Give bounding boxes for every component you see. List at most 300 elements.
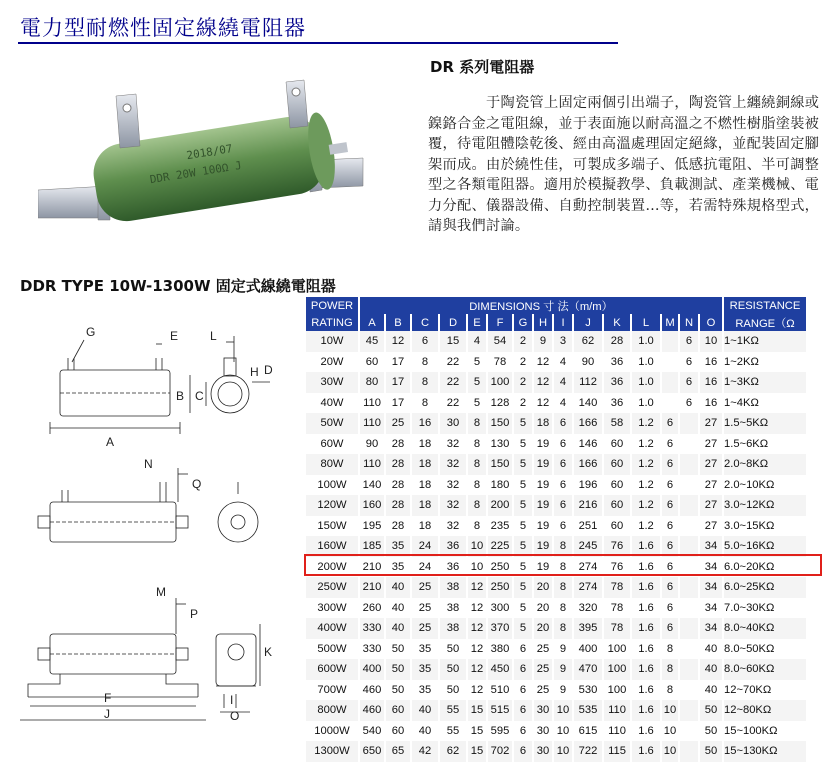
dimension-cell: 15	[468, 700, 486, 721]
resistance-cell: 1~2KΩ	[724, 355, 759, 368]
dimension-cell: 35	[418, 642, 432, 655]
label-o: O	[230, 709, 240, 723]
dimension-cell	[680, 454, 698, 475]
dimension-cell: 32	[446, 478, 460, 491]
dimension-cell: 260	[362, 601, 382, 614]
dimension-cell: 38	[440, 618, 466, 639]
dimension-cell: 12	[468, 659, 486, 680]
dim-col-header-f: F	[488, 314, 512, 331]
dimension-cell: 9	[534, 331, 552, 352]
dimension-cell: 4	[559, 355, 567, 368]
resistance-header-line1: RESISTANCE	[729, 299, 801, 312]
dimension-cell: 1.6	[632, 700, 660, 721]
dimension-cell: 5	[519, 601, 527, 614]
dimension-cell: 62	[574, 331, 602, 352]
dimension-cell: 8	[468, 413, 486, 434]
dimension-cell: 15	[468, 741, 486, 762]
dimension-cell: 34	[704, 560, 718, 573]
resistance-cell: 8.0~40KΩ	[724, 618, 806, 639]
dimension-cell: 34	[704, 601, 718, 614]
dimension-cell: 100	[488, 372, 512, 393]
dimension-cell: 166	[574, 454, 602, 475]
label-i: I	[230, 693, 234, 707]
table-row	[306, 393, 806, 414]
dim-col-header-g: G	[514, 314, 532, 331]
dimension-cell: 25	[536, 683, 550, 696]
dimension-cell: 395	[574, 618, 602, 639]
dimension-cell: 5	[468, 372, 486, 393]
dimension-cell: 6	[519, 724, 527, 737]
dimension-cell: 274	[574, 577, 602, 598]
dim-col-header-a: A	[360, 314, 384, 331]
dimension-cell: 6	[559, 519, 567, 532]
dimension-cell: 250	[490, 560, 510, 573]
dimension-cell: 1.0	[638, 396, 654, 409]
dimension-cell: 510	[490, 683, 510, 696]
dimension-cell: 1.6	[638, 724, 654, 737]
dimension-cell: 5	[514, 413, 532, 434]
power-cell: 400W	[306, 618, 358, 639]
dimension-cell: 5	[473, 396, 481, 409]
dimension-cell: 100	[607, 683, 627, 696]
dimension-cell: 274	[578, 560, 598, 573]
dimension-cell: 15	[470, 724, 484, 737]
dimension-cell: 130	[490, 437, 510, 450]
table-row	[306, 721, 806, 742]
dimension-cell: 22	[446, 396, 460, 409]
dimension-cell: 8	[554, 536, 572, 557]
dimension-cell: 55	[440, 700, 466, 721]
dimension-cell: 6	[685, 396, 693, 409]
dimension-cell: 3	[554, 331, 572, 352]
dimension-cell: 5	[473, 355, 481, 368]
dimension-cell: 140	[362, 478, 382, 491]
dimension-cell: 32	[440, 495, 466, 516]
resistance-cell: 1.5~5KΩ	[724, 413, 806, 434]
dimension-cell: 76	[604, 536, 630, 557]
dimension-cell: 8	[421, 355, 429, 368]
dimension-cell: 1.2	[632, 454, 660, 475]
dimension-cell: 16	[704, 355, 718, 368]
dimension-cell: 60	[391, 724, 405, 737]
dimension-cell	[680, 495, 698, 516]
dimension-cell: 6	[666, 437, 674, 450]
dimension-cell: 35	[386, 536, 410, 557]
dimension-cell	[680, 700, 698, 721]
table-row	[306, 577, 806, 598]
dimension-cell: 6	[662, 413, 678, 434]
dimension-cell: 19	[534, 536, 552, 557]
dimension-cell: 18	[412, 454, 438, 475]
dimension-cell: 12	[534, 372, 552, 393]
dimension-cell: 195	[362, 519, 382, 532]
dimension-cell: 6	[514, 741, 532, 762]
dimension-cell: 27	[700, 454, 722, 475]
dimension-cell: 1.6	[638, 601, 654, 614]
dimension-cell: 19	[536, 519, 550, 532]
dim-col-header-m: M	[662, 314, 678, 331]
dimension-cell: 58	[604, 413, 630, 434]
dimension-cell: 12	[536, 396, 550, 409]
label-a: A	[106, 435, 115, 449]
dimension-cell: 18	[412, 495, 438, 516]
dimension-cell: 400	[578, 642, 598, 655]
dimension-cell: 45	[360, 331, 384, 352]
dim-col-header-d: D	[440, 314, 466, 331]
power-cell: 20W	[320, 355, 344, 368]
dimension-cell: 10	[468, 536, 486, 557]
dimension-cell: 12	[386, 331, 410, 352]
dimension-cell	[680, 680, 698, 701]
dimension-cell: 12	[468, 618, 486, 639]
dimension-cell: 27	[700, 413, 722, 434]
resistance-cell: 1~1KΩ	[724, 331, 806, 352]
dimension-cell: 1.2	[632, 495, 660, 516]
dimension-cell: 18	[418, 478, 432, 491]
dimension-cell	[680, 639, 698, 660]
dimension-cell: 28	[391, 478, 405, 491]
dimension-cell: 150	[488, 454, 512, 475]
dimension-cell: 10	[700, 331, 722, 352]
dimension-cell: 42	[412, 741, 438, 762]
dimension-cell: 6	[554, 495, 572, 516]
dimension-cell	[680, 577, 698, 598]
power-cell: 1300W	[306, 741, 358, 762]
dimension-cell: 20	[534, 577, 552, 598]
title-underline	[18, 42, 618, 44]
dimension-cell: 100	[604, 659, 630, 680]
label-j: J	[104, 707, 110, 721]
dimension-cell: 32	[446, 519, 460, 532]
dimension-cell: 380	[490, 642, 510, 655]
dimension-cell: 8	[554, 577, 572, 598]
dimension-cell: 50	[700, 700, 722, 721]
dimension-cell: 160	[360, 495, 384, 516]
dimension-cell: 12	[470, 642, 484, 655]
dimension-cell: 35	[418, 683, 432, 696]
dimension-cell: 100	[607, 642, 627, 655]
dimension-cell: 8	[666, 642, 674, 655]
page-title: 電力型耐燃性固定線繞電阻器	[20, 16, 306, 40]
dimension-cell: 28	[391, 437, 405, 450]
dimension-cell: 40	[700, 659, 722, 680]
dimension-cell: 40	[386, 618, 410, 639]
dimension-cell: 6	[662, 577, 678, 598]
dimension-cell	[680, 516, 698, 537]
dimension-cell: 6	[666, 478, 674, 491]
dimension-cell: 27	[704, 519, 718, 532]
dimension-cell: 8	[473, 437, 481, 450]
table-row	[306, 680, 806, 701]
dimension-cell: 8	[662, 659, 678, 680]
dimension-cell: 6	[559, 478, 567, 491]
spec-table	[304, 297, 808, 762]
dimension-cell: 24	[418, 560, 432, 573]
dimension-cell: 251	[578, 519, 598, 532]
resistance-cell: 12~80KΩ	[724, 700, 806, 721]
label-p: P	[190, 607, 199, 621]
dimension-cell: 34	[700, 618, 722, 639]
dimension-cell: 9	[559, 642, 567, 655]
dimension-cell: 150	[488, 413, 512, 434]
dimension-cell: 50	[391, 683, 405, 696]
dimension-cell: 1.2	[632, 413, 660, 434]
dimension-cell: 1.6	[632, 659, 660, 680]
dimension-cell: 36	[604, 372, 630, 393]
resistance-cell: 1~4KΩ	[724, 396, 759, 409]
dimension-cell: 110	[360, 454, 384, 475]
dimension-cell: 30	[536, 724, 550, 737]
dimension-cell: 8	[559, 601, 567, 614]
dimension-cell: 40	[704, 683, 718, 696]
label-n: N	[144, 457, 153, 471]
table-row	[306, 659, 806, 680]
dimensions-header: DIMENSIONS 寸 法（m/m）	[360, 297, 722, 314]
dimension-cell	[662, 393, 678, 414]
dimension-cell: 36	[610, 396, 624, 409]
dimension-cell: 128	[490, 396, 510, 409]
dimension-cell: 25	[418, 601, 432, 614]
dimension-cell: 6	[666, 601, 674, 614]
dimension-cell: 245	[574, 536, 602, 557]
dimension-drawings	[20, 322, 300, 762]
dimension-cell: 1.6	[638, 642, 654, 655]
power-cell: 700W	[317, 683, 347, 696]
dimension-cell: 330	[360, 618, 384, 639]
label-k: K	[264, 645, 273, 659]
dimension-cell: 112	[574, 372, 602, 393]
dimension-cell: 78	[610, 601, 624, 614]
dimension-cell: 530	[578, 683, 598, 696]
dimension-cell: 400	[360, 659, 384, 680]
dim-col-header-e: E	[468, 314, 486, 331]
dimension-cell: 24	[412, 536, 438, 557]
dimension-cell: 17	[386, 372, 410, 393]
dim-col-header-l: L	[632, 314, 660, 331]
dimension-cell: 1.2	[638, 478, 654, 491]
power-cell: 80W	[306, 454, 358, 475]
dimension-cell: 8	[473, 519, 481, 532]
dimension-cell	[680, 741, 698, 762]
label-m: M	[156, 585, 166, 599]
dimension-cell: 50	[704, 724, 718, 737]
power-cell: 40W	[320, 396, 344, 409]
dimension-cell: 40	[386, 577, 410, 598]
dimension-cell: 60	[604, 454, 630, 475]
dimension-cell: 515	[488, 700, 512, 721]
dimension-cell	[662, 372, 678, 393]
dimension-cell: 1.0	[632, 331, 660, 352]
dimension-cell: 5	[514, 577, 532, 598]
dimension-cell: 50	[386, 659, 410, 680]
dimension-cell: 6	[519, 683, 527, 696]
resistance-cell: 1~3KΩ	[724, 372, 806, 393]
dimension-cell: 5	[519, 519, 527, 532]
label-c: C	[195, 389, 204, 403]
dimension-cell: 15	[440, 331, 466, 352]
dimension-cell: 60	[610, 519, 624, 532]
dimension-cell: 8	[473, 478, 481, 491]
dimension-cell: 110	[604, 700, 630, 721]
dimension-cell: 300	[490, 601, 510, 614]
table-row	[306, 352, 806, 373]
dimension-cell: 196	[578, 478, 598, 491]
label-h: H	[250, 365, 259, 379]
power-cell: 300W	[317, 601, 347, 614]
dim-col-header-h: H	[534, 314, 552, 331]
dimension-cell: 460	[360, 700, 384, 721]
dimension-cell: 50	[446, 642, 460, 655]
dimension-cell: 54	[488, 331, 512, 352]
dimension-cell: 1.0	[632, 372, 660, 393]
dimension-cell: 17	[391, 396, 405, 409]
dimension-cell: 6	[680, 372, 698, 393]
dimension-cell: 27	[704, 478, 718, 491]
dimension-cell: 40	[418, 724, 432, 737]
dimension-cell: 250	[488, 577, 512, 598]
dimension-cell: 210	[362, 560, 382, 573]
dimension-cell: 5	[514, 536, 532, 557]
dimension-cell	[680, 598, 698, 619]
dimension-cell: 35	[412, 659, 438, 680]
dimension-cell: 18	[418, 519, 432, 532]
dimension-cell: 38	[440, 577, 466, 598]
label-g: G	[86, 325, 96, 339]
dimension-cell: 1.6	[632, 577, 660, 598]
dimension-cell: 30	[534, 741, 552, 762]
dimension-cell: 702	[488, 741, 512, 762]
dimension-cell: 34	[700, 577, 722, 598]
dimension-cell: 65	[386, 741, 410, 762]
resistance-cell: 7.0~30KΩ	[724, 601, 775, 614]
dimension-cell: 5	[514, 618, 532, 639]
dimension-cell: 9	[559, 683, 567, 696]
resistance-cell: 5.0~16KΩ	[724, 536, 806, 557]
dimension-cell: 5	[519, 437, 527, 450]
dimension-cell: 2	[519, 355, 527, 368]
dimension-cell: 6	[554, 454, 572, 475]
power-cell: 150W	[317, 519, 347, 532]
dimension-cell: 8	[666, 683, 674, 696]
power-header-line2: RATING	[306, 314, 358, 331]
dimension-cell: 235	[490, 519, 510, 532]
dimension-cell: 28	[391, 519, 405, 532]
dimension-cell: 6	[662, 454, 678, 475]
dimension-cell	[680, 659, 698, 680]
resistor-photo	[38, 68, 368, 248]
dimension-cell: 19	[534, 495, 552, 516]
table-row	[306, 741, 806, 762]
dimension-cell	[662, 331, 678, 352]
dimension-cell: 8	[554, 618, 572, 639]
dimension-cell: 60	[610, 437, 624, 450]
dimension-cell: 4	[468, 331, 486, 352]
table-row	[306, 434, 806, 455]
dimension-cell: 8	[412, 372, 438, 393]
dimension-cell: 8	[421, 396, 429, 409]
dimension-cell: 1.6	[638, 683, 654, 696]
dimension-cell: 19	[534, 454, 552, 475]
label-d: D	[264, 363, 273, 377]
dimension-cell: 6	[662, 536, 678, 557]
dimension-cell: 2	[514, 372, 532, 393]
dimension-cell: 19	[536, 437, 550, 450]
dimension-cell: 78	[604, 577, 630, 598]
dimension-cell: 28	[386, 495, 410, 516]
dimension-cell: 6	[514, 700, 532, 721]
dimension-cell: 16	[412, 413, 438, 434]
dimension-cell: 6	[514, 659, 532, 680]
power-cell: 120W	[306, 495, 358, 516]
dimension-cell: 20	[534, 618, 552, 639]
power-cell: 60W	[320, 437, 344, 450]
dimension-cell: 36	[610, 355, 624, 368]
power-cell: 1000W	[314, 724, 350, 737]
dimension-cell: 40	[391, 601, 405, 614]
resistance-cell: 12~70KΩ	[724, 683, 772, 696]
dimension-cell: 78	[604, 618, 630, 639]
dimension-cell: 110	[363, 396, 381, 409]
dim-col-header-k: K	[604, 314, 630, 331]
highlighted-row-outline	[304, 554, 822, 576]
dim-col-header-j: J	[574, 314, 602, 331]
dimension-cell: 1.6	[638, 560, 654, 573]
dimension-cell: 76	[610, 560, 624, 573]
dr-series-description: 于陶瓷管上固定兩個引出端子，陶瓷管上纏繞銅線或鎳鉻合金之電阻線，並于表面施以耐高溫之不燃性樹脂塗裝被覆，待電阻體陰乾後、經由高溫處理固定絕緣，並配裝固定腳架而成。由於繞性佳，可製成多端子、低感抗電阻、半可調整型之各類電阻器。適用於模擬教學、負載測試、產業機械、電力分配、儀器設備、自動控制裝置…等，若需特殊規格型式，請與我們討論。	[428, 95, 820, 234]
power-cell: 10W	[306, 331, 358, 352]
dimension-cell: 27	[704, 437, 718, 450]
dim-col-header-c: C	[412, 314, 438, 331]
dimension-cell: 10	[470, 560, 484, 573]
dimension-cell: 32	[440, 454, 466, 475]
dimension-cell: 6	[412, 331, 438, 352]
dimension-cell: 370	[488, 618, 512, 639]
dimension-cell: 25	[534, 659, 552, 680]
dimension-cell: 110	[360, 413, 384, 434]
label-f: F	[104, 691, 112, 705]
dimension-cell: 90	[365, 437, 379, 450]
dimension-cell: 615	[578, 724, 598, 737]
dimension-cell: 50	[440, 659, 466, 680]
dimension-cell: 8	[468, 454, 486, 475]
resistance-cell: 3.0~12KΩ	[724, 495, 806, 516]
dimension-cell: 146	[578, 437, 598, 450]
dimension-cell: 5	[519, 478, 527, 491]
label-q: Q	[192, 477, 202, 491]
dimension-cell: 6	[519, 642, 527, 655]
dimension-cell: 595	[490, 724, 510, 737]
resistance-cell: 3.0~15KΩ	[724, 519, 775, 532]
dimension-cell: 10	[554, 741, 572, 762]
dimension-cell: 50	[700, 741, 722, 762]
table-row	[306, 372, 806, 393]
dimension-cell: 180	[490, 478, 510, 491]
dimension-cell: 25	[412, 618, 438, 639]
dimension-cell: 115	[604, 741, 630, 762]
resistance-cell: 1.5~6KΩ	[724, 437, 769, 450]
dimension-cell: 36	[440, 536, 466, 557]
dimension-cell	[662, 352, 678, 373]
dimension-cell: 1.2	[638, 437, 654, 450]
dimension-cell: 535	[574, 700, 602, 721]
dimension-cell: 50	[391, 642, 405, 655]
dimension-cell: 10	[556, 724, 570, 737]
dim-col-header-b: B	[386, 314, 410, 331]
resistance-cell: 2.0~10KΩ	[724, 478, 775, 491]
power-cell: 800W	[306, 700, 358, 721]
table-row	[306, 700, 806, 721]
dimension-cell: 1.0	[638, 355, 654, 368]
